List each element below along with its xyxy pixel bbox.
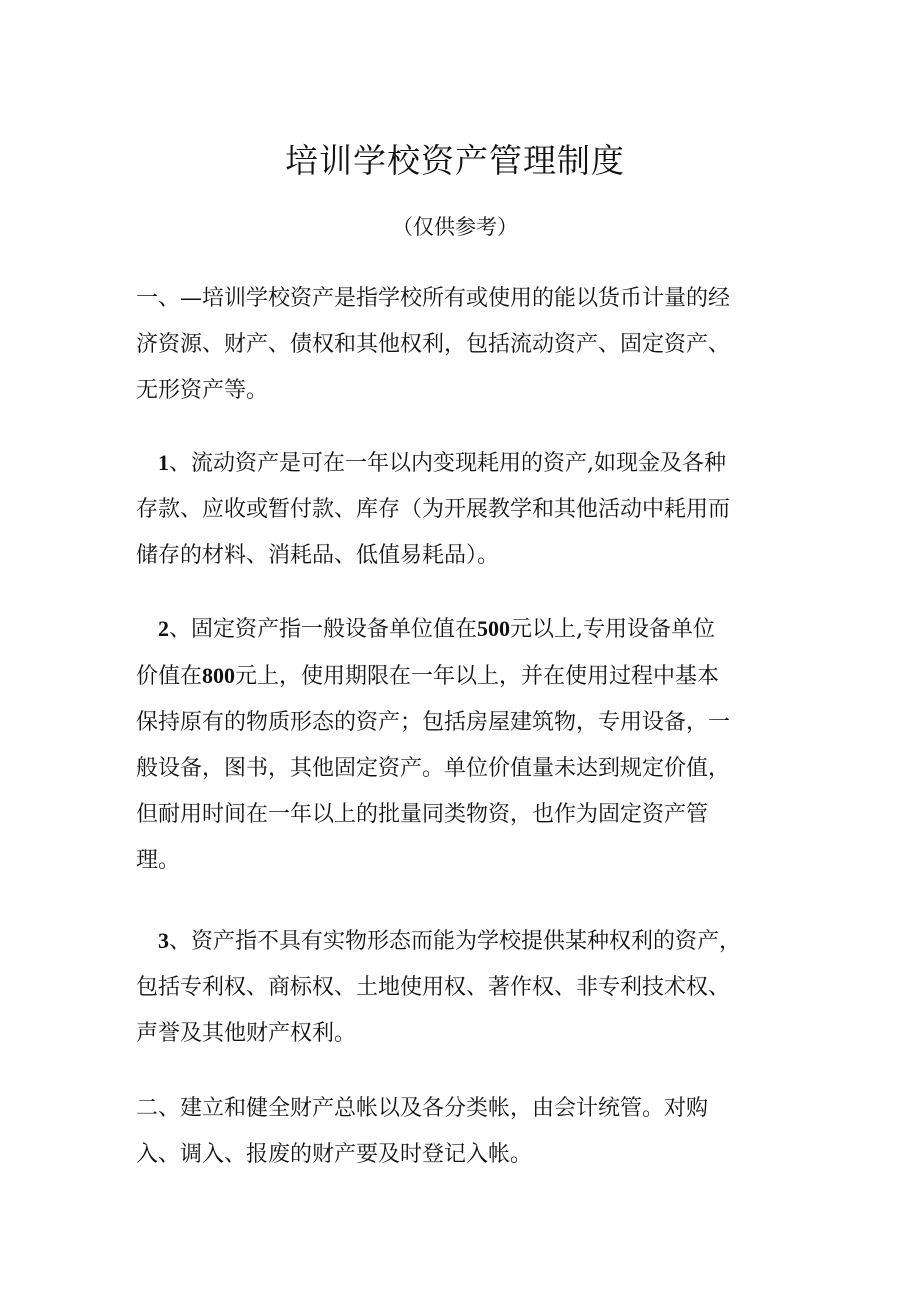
text-line: 保持原有的物质形态的资产；包括房屋建筑物，专用设备，一: [136, 710, 731, 735]
amount-number: 500: [477, 616, 511, 641]
text-line: 一、—培训学校资产是指学校所有或使用的能以货币计量的经: [136, 286, 731, 311]
text-segment: 、固定资产指一般设备单位值在: [169, 617, 478, 642]
paragraph-item-3: [136, 918, 766, 1057]
text-line: [136, 918, 766, 965]
paragraph-item-1: [136, 440, 766, 579]
paragraph-section-1: [136, 276, 766, 414]
item-number: 3: [158, 928, 169, 953]
text-line: 声誉及其他财产权利。: [136, 1021, 357, 1046]
text-segment: 元上，使用期限在一年以上，并在使用过程中基本: [235, 664, 720, 689]
text-line: 储存的材料、消耗品、低值易耗品）。: [136, 543, 500, 568]
item-number: 2: [158, 616, 169, 641]
text-line: 二、建立和健全财产总帐以及各分类帐，由会计统管。对购: [136, 1096, 709, 1121]
text-line: 无形资产等。: [136, 378, 269, 403]
text-line: [136, 653, 766, 700]
text-line: 入、调入、报废的财产要及时登记入帐。: [136, 1142, 533, 1167]
text-line: 存款、应收或暂付款、库存（为开展教学和其他活动中耗用而: [136, 497, 731, 522]
text-line: [136, 440, 766, 487]
text-line: 济资源、财产、债权和其他权利，包括流动资产、固定资产、: [136, 332, 731, 357]
text-segment: 元以上,专用设备单位: [510, 617, 716, 642]
text-segment: 、资产指不具有实物形态而能为学校提供某种权利的资产，: [169, 929, 742, 954]
document-title: 培训学校资产管理制度: [285, 141, 625, 180]
amount-number: 800: [202, 663, 236, 688]
text-segment: 、流动资产是可在一年以内变现耗用的资产,如现金及各种: [169, 451, 726, 476]
text-line: 般设备，图书，其他固定资产。单位价值量未达到规定价值，: [136, 756, 731, 781]
text-segment: 价值在: [136, 664, 203, 689]
item-number: 1: [158, 450, 169, 475]
document-subtitle: （仅供参考）: [392, 215, 518, 239]
text-line: [136, 606, 766, 653]
text-line: 但耐用时间在一年以上的批量同类物资，也作为固定资产管: [136, 802, 709, 827]
paragraph-section-2: [136, 1086, 766, 1178]
text-line: 包括专利权、商标权、土地使用权、著作权、非专利技术权、: [136, 975, 731, 1000]
paragraph-item-2: [136, 606, 766, 884]
text-line: 理。: [136, 848, 181, 873]
